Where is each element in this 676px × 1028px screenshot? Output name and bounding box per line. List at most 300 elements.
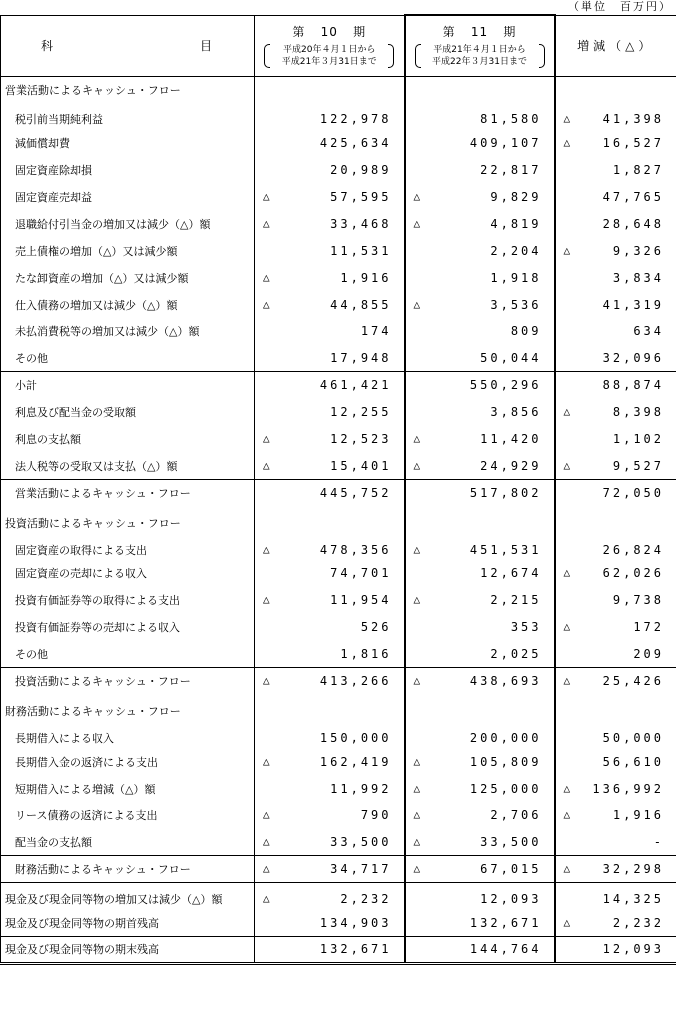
period-10-value	[255, 399, 405, 426]
period-10-value	[255, 76, 405, 103]
negative-mark: △	[263, 458, 270, 472]
amount: 11,420	[480, 432, 542, 447]
diff-value	[555, 399, 676, 426]
amount: 2,204	[490, 243, 542, 258]
row-label: 投資有価証券等の取得による支出	[1, 587, 255, 614]
negative-mark: △	[263, 835, 270, 849]
diff-value	[555, 157, 676, 184]
period-11-value	[405, 452, 555, 479]
amount: 125,000	[469, 781, 542, 796]
period-10-value	[255, 668, 405, 695]
negative-mark: △	[563, 808, 571, 822]
period-10-value	[255, 372, 405, 399]
negative-mark: △	[413, 297, 421, 311]
section-row	[1, 506, 676, 533]
diff-value	[555, 721, 676, 748]
period-11-value	[405, 426, 555, 453]
period-11-suffix: 期	[503, 25, 517, 40]
amount: 150,000	[319, 730, 392, 745]
period-10-value	[255, 237, 405, 264]
amount: 2,025	[490, 646, 542, 661]
diff-value	[555, 237, 676, 264]
row-label: 固定資産の取得による支出	[1, 533, 255, 560]
period-11-value	[405, 130, 555, 157]
amount: 28,648	[602, 216, 664, 231]
row-label: 固定資産の売却による収入	[1, 560, 255, 587]
diff-value	[555, 533, 676, 560]
amount: 12,523	[330, 432, 392, 447]
negative-mark: △	[263, 216, 270, 230]
amount: 1,102	[612, 432, 664, 447]
table-row	[1, 668, 676, 695]
amount: 809	[510, 324, 542, 339]
diff-value	[555, 802, 676, 829]
cash-flow-statement	[0, 14, 676, 965]
period-10-value	[255, 694, 405, 721]
negative-mark: △	[563, 458, 571, 472]
period-11-to: 平成22年３月31日まで	[432, 57, 527, 68]
amount: 33,500	[330, 835, 392, 850]
table-row	[1, 883, 676, 910]
amount: 41,398	[602, 112, 664, 127]
period-11-value	[405, 157, 555, 184]
section-heading: 財務活動によるキャッシュ・フロー	[1, 694, 255, 721]
negative-mark: △	[263, 432, 270, 446]
period-10-value	[255, 829, 405, 856]
period-10-value	[255, 775, 405, 802]
negative-mark: △	[563, 620, 571, 634]
period-10-value	[255, 587, 405, 614]
table-row	[1, 291, 676, 318]
period-11-value	[405, 237, 555, 264]
amount: 9,326	[612, 243, 664, 258]
row-label: 退職給付引当金の増加又は減少（△）額	[1, 210, 255, 237]
amount: 9,527	[612, 458, 664, 473]
row-label: 固定資産売却益	[1, 184, 255, 211]
period-10-value	[255, 910, 405, 937]
amount: 136,992	[592, 781, 664, 796]
amount: 57,595	[330, 190, 392, 204]
period-11-value	[405, 614, 555, 641]
diff-value	[555, 318, 676, 345]
amount: 413,266	[319, 674, 392, 689]
diff-value	[555, 694, 676, 721]
amount: 72,050	[602, 486, 664, 501]
amount: 425,634	[319, 136, 392, 151]
amount: 81,580	[480, 112, 542, 127]
row-label: リース債務の返済による支出	[1, 802, 255, 829]
negative-mark: △	[413, 808, 421, 822]
negative-mark: △	[263, 593, 270, 607]
diff-value	[555, 264, 676, 291]
table-row	[1, 210, 676, 237]
amount: 26,824	[602, 542, 664, 557]
amount: 17,948	[330, 351, 392, 366]
diff-value	[555, 345, 676, 372]
table-row	[1, 937, 676, 964]
table-row	[1, 479, 676, 506]
negative-mark: △	[413, 458, 421, 472]
amount: 67,015	[480, 862, 542, 877]
diff-value	[555, 641, 676, 668]
amount: 134,903	[319, 915, 392, 930]
negative-mark: △	[563, 915, 571, 929]
period-11-value	[405, 103, 555, 130]
period-10-value	[255, 345, 405, 372]
amount: 209	[633, 646, 664, 661]
period-10-value	[255, 748, 405, 775]
period-11-value	[405, 668, 555, 695]
period-10-value	[255, 614, 405, 641]
amount: 8,398	[612, 405, 664, 420]
diff-value	[555, 560, 676, 587]
amount: 517,802	[469, 486, 542, 501]
negative-mark: △	[563, 674, 571, 688]
negative-mark: △	[413, 835, 421, 849]
amount: 11,992	[330, 781, 392, 796]
negative-mark: △	[263, 542, 270, 556]
period-10-value	[255, 264, 405, 291]
row-label: 法人税等の受取又は支払（△）額	[1, 452, 255, 479]
amount: 132,671	[319, 942, 392, 957]
negative-mark: △	[413, 216, 421, 230]
row-label: 配当金の支払額	[1, 829, 255, 856]
table-row	[1, 452, 676, 479]
row-label: 営業活動によるキャッシュ・フロー	[1, 479, 255, 506]
row-label: 売上債権の増加（△）又は減少額	[1, 237, 255, 264]
negative-mark: △	[263, 674, 270, 688]
period-10-value	[255, 318, 405, 345]
amount: 2,215	[490, 593, 542, 608]
row-label: 長期借入金の返済による支出	[1, 748, 255, 775]
table-row	[1, 399, 676, 426]
negative-mark: △	[263, 190, 270, 203]
amount: 451,531	[469, 542, 542, 557]
row-label: その他	[1, 641, 255, 668]
period-11-value	[405, 264, 555, 291]
amount: 12,093	[480, 892, 542, 907]
amount: 550,296	[469, 378, 542, 393]
amount: 50,044	[480, 351, 542, 366]
negative-mark: △	[563, 781, 571, 795]
diff-value	[555, 210, 676, 237]
period-10-value	[255, 157, 405, 184]
amount: 50,000	[602, 730, 664, 745]
amount: 24,929	[480, 458, 542, 473]
table-row	[1, 829, 676, 856]
diff-value	[555, 614, 676, 641]
row-label: 長期借入による収入	[1, 721, 255, 748]
negative-mark: △	[413, 781, 421, 795]
period-10-suffix: 期	[353, 25, 367, 39]
amount: 12,674	[480, 566, 542, 581]
period-11-from: 平成21年４月１日から	[433, 45, 526, 56]
negative-mark: △	[563, 405, 571, 419]
amount: 3,856	[490, 405, 542, 420]
header-row	[1, 15, 676, 76]
row-label: その他	[1, 345, 255, 372]
amount: 33,500	[480, 835, 542, 850]
period-10-value	[255, 210, 405, 237]
row-label: 財務活動によるキャッシュ・フロー	[1, 856, 255, 883]
period-10-value	[255, 721, 405, 748]
diff-value	[555, 426, 676, 453]
table-row	[1, 748, 676, 775]
amount: 174	[360, 324, 392, 339]
row-label: たな卸資産の増加（△）又は減少額	[1, 264, 255, 291]
diff-value	[555, 130, 676, 157]
period-11-value	[405, 479, 555, 506]
period-11-value	[405, 533, 555, 560]
amount: 445,752	[319, 486, 392, 501]
table-row	[1, 721, 676, 748]
amount: 353	[510, 620, 542, 635]
unit-note: （単位 百万円）	[568, 0, 672, 13]
period-10-value	[255, 184, 405, 211]
period-10-value	[255, 103, 405, 130]
amount: 41,319	[602, 297, 664, 312]
amount: 3,834	[612, 270, 664, 285]
period-11-number: 11	[470, 25, 489, 40]
period-11-value	[405, 641, 555, 668]
period-10-prefix: 第	[292, 25, 306, 39]
diff-value	[555, 829, 676, 856]
period-11-value	[405, 937, 555, 964]
amount: 74,701	[330, 566, 392, 581]
amount: 122,978	[319, 112, 392, 127]
negative-mark: △	[263, 862, 270, 876]
amount: 2,706	[490, 808, 542, 823]
amount: 12,093	[602, 942, 664, 957]
amount: 44,855	[330, 297, 392, 312]
diff-value	[555, 103, 676, 130]
amount: 11,954	[330, 593, 392, 608]
period-10-value	[255, 130, 405, 157]
amount: 200,000	[469, 730, 542, 745]
amount: 12,255	[330, 405, 392, 420]
amount: 20,989	[330, 163, 392, 178]
amount: 22,817	[480, 163, 542, 178]
period-10-range	[267, 44, 391, 68]
amount: 438,693	[469, 674, 542, 689]
amount: 1,916	[340, 270, 392, 285]
period-10-value	[255, 291, 405, 318]
period-10-value	[255, 506, 405, 533]
diff-value	[555, 883, 676, 910]
negative-mark: △	[413, 862, 421, 876]
table-row	[1, 345, 676, 372]
period-10-value	[255, 883, 405, 910]
row-label: 利息の支払額	[1, 426, 255, 453]
table-row	[1, 426, 676, 453]
period-11-value	[405, 291, 555, 318]
amount: 1,827	[612, 163, 664, 178]
table-row	[1, 533, 676, 560]
negative-mark: △	[563, 112, 571, 126]
period-11-value	[405, 210, 555, 237]
negative-mark: △	[413, 190, 421, 203]
negative-mark: △	[263, 297, 270, 311]
amount: 1,918	[490, 270, 542, 285]
period-11-value	[405, 399, 555, 426]
amount: 88,874	[602, 378, 664, 393]
diff-value	[555, 291, 676, 318]
amount: 11,531	[330, 243, 392, 258]
amount: 132,671	[469, 915, 542, 930]
row-label: 現金及び現金同等物の期首残高	[1, 910, 255, 937]
row-label: 未払消費税等の増加又は減少（△）額	[1, 318, 255, 345]
table-row	[1, 157, 676, 184]
amount: 144,764	[469, 942, 542, 957]
row-label: 短期借入による増減（△）額	[1, 775, 255, 802]
period-11-value	[405, 345, 555, 372]
negative-mark: △	[413, 542, 421, 556]
period-11-value	[405, 829, 555, 856]
negative-mark: △	[263, 892, 270, 906]
amount: 47,765	[602, 190, 664, 204]
diff-value	[555, 775, 676, 802]
amount: 16,527	[602, 136, 664, 151]
header-subject-char-2: 目	[199, 39, 214, 53]
diff-value	[555, 937, 676, 964]
period-11-prefix: 第	[442, 25, 456, 40]
period-11-value	[405, 910, 555, 937]
negative-mark: △	[413, 754, 421, 768]
table-row	[1, 318, 676, 345]
amount: 9,829	[490, 190, 542, 204]
negative-mark: △	[413, 432, 421, 446]
period-10-value	[255, 641, 405, 668]
table-row	[1, 775, 676, 802]
table-row	[1, 802, 676, 829]
amount: 790	[360, 808, 392, 823]
table-row	[1, 264, 676, 291]
amount: 9,738	[612, 593, 664, 608]
amount: 4,819	[490, 216, 542, 231]
section-row	[1, 76, 676, 103]
cash-flow-table	[0, 14, 676, 965]
amount: 34,717	[330, 862, 392, 877]
period-11-value	[405, 802, 555, 829]
table-row	[1, 130, 676, 157]
period-11-value	[405, 775, 555, 802]
diff-value	[555, 479, 676, 506]
period-10-value	[255, 937, 405, 964]
period-11-value	[405, 318, 555, 345]
negative-mark: △	[263, 808, 270, 822]
period-11-value	[405, 748, 555, 775]
amount: 15,401	[330, 458, 392, 473]
period-10-value	[255, 856, 405, 883]
negative-mark: △	[563, 136, 571, 150]
amount: 461,421	[319, 378, 392, 393]
amount: 634	[633, 324, 664, 339]
table-row	[1, 614, 676, 641]
period-11-value	[405, 883, 555, 910]
negative-mark: △	[263, 270, 270, 284]
period-11-value	[405, 560, 555, 587]
table-row	[1, 587, 676, 614]
period-11-value	[405, 856, 555, 883]
period-10-value	[255, 802, 405, 829]
row-label: 減価償却費	[1, 130, 255, 157]
amount: 56,610	[602, 754, 664, 769]
header-subject	[1, 15, 255, 76]
period-10-value	[255, 560, 405, 587]
section-row	[1, 694, 676, 721]
row-label: 固定資産除却損	[1, 157, 255, 184]
row-label: 税引前当期純利益	[1, 103, 255, 130]
period-11-value	[405, 587, 555, 614]
diff-value	[555, 76, 676, 103]
row-label: 投資活動によるキャッシュ・フロー	[1, 668, 255, 695]
row-label: 小計	[1, 372, 255, 399]
diff-value	[555, 856, 676, 883]
amount: 33,468	[330, 216, 392, 231]
amount: 105,809	[469, 754, 542, 769]
period-10-value	[255, 452, 405, 479]
period-11-value	[405, 506, 555, 533]
period-11-value	[405, 76, 555, 103]
diff-value	[555, 587, 676, 614]
amount: 2,232	[340, 892, 392, 907]
amount: 172	[633, 620, 664, 635]
period-11-range	[418, 44, 542, 68]
table-row	[1, 103, 676, 130]
period-11-value	[405, 184, 555, 211]
period-10-to: 平成21年３月31日まで	[281, 57, 377, 67]
amount: 62,026	[602, 566, 664, 581]
section-heading: 投資活動によるキャッシュ・フロー	[1, 506, 255, 533]
table-row	[1, 856, 676, 883]
table-row	[1, 910, 676, 937]
period-10-value	[255, 426, 405, 453]
amount: 3,536	[490, 297, 542, 312]
header-period-11	[405, 15, 555, 76]
negative-mark: △	[413, 674, 421, 688]
row-label: 投資有価証券等の売却による収入	[1, 614, 255, 641]
negative-mark: △	[263, 754, 270, 768]
period-10-number: 10	[320, 25, 338, 39]
period-11-value	[405, 694, 555, 721]
amount: 1,916	[612, 808, 664, 823]
diff-value	[555, 910, 676, 937]
header-diff-label: 増減（△）	[577, 39, 655, 53]
section-heading: 営業活動によるキャッシュ・フロー	[1, 76, 255, 103]
row-label: 現金及び現金同等物の期末残高	[1, 937, 255, 964]
table-row	[1, 372, 676, 399]
amount: 1,816	[340, 646, 392, 661]
row-label: 仕入債務の増加又は減少（△）額	[1, 291, 255, 318]
header-subject-char-1: 科	[41, 39, 56, 53]
period-10-from: 平成20年４月１日から	[283, 45, 376, 55]
period-11-value	[405, 372, 555, 399]
table-row	[1, 641, 676, 668]
header-diff	[555, 15, 676, 76]
negative-mark: △	[563, 243, 571, 257]
amount: 14,325	[602, 892, 664, 907]
table-row	[1, 237, 676, 264]
row-label: 利息及び配当金の受取額	[1, 399, 255, 426]
diff-value	[555, 506, 676, 533]
amount: 32,298	[602, 862, 664, 877]
amount: 162,419	[319, 754, 392, 769]
header-period-10	[255, 15, 405, 76]
amount: -	[653, 835, 664, 850]
amount: 2,232	[612, 915, 664, 930]
diff-value	[555, 184, 676, 211]
row-label: 現金及び現金同等物の増加又は減少（△）額	[1, 883, 255, 910]
